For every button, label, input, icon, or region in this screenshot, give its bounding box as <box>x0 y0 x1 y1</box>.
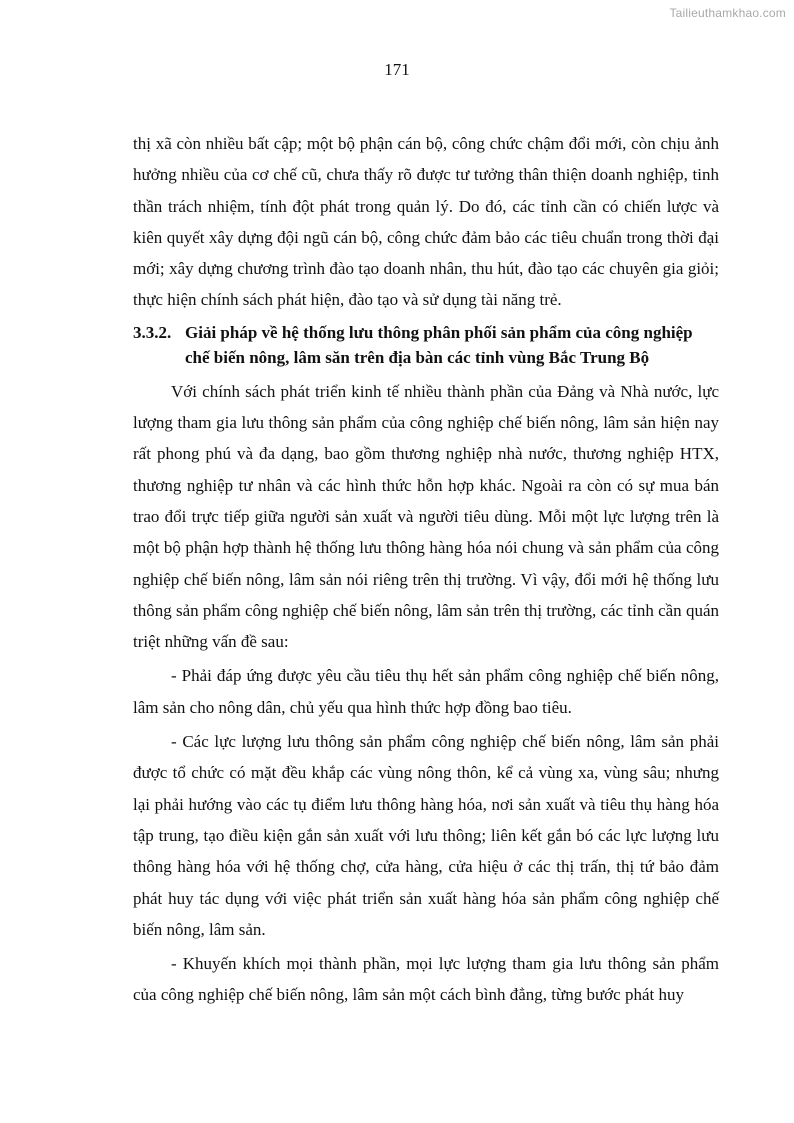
page-number: 171 <box>384 60 410 79</box>
list-item-paragraph: - Khuyến khích mọi thành phần, mọi lực lượng tham gia lưu thông sản phẩm của công nghiệp chế biến nông, lâm sản một cách bình đẳng, từng bước phát huy <box>133 954 719 1005</box>
section-title: Giải pháp về hệ thống lưu thông phân phối sản phẩm của công nghiệp chế biến nông, lâm săn trên địa bàn các tỉnh vùng Bắc Trung Bộ <box>185 322 693 367</box>
paragraph-intro: Với chính sách phát triển kinh tế nhiều thành phần của Đảng và Nhà nước, lực lượng tham gia lưu thông sản phẩm của công nghiệp chế biến nông, lâm sản hiện nay rất phong phú và đa dạng, bao gồm thương nghiệp nhà nước, thương nghiệp HTX, thương nghiệp tư nhân và các hình thức hỗn hợp khác. Ngoài ra còn có sự mua bán trao đổi trực tiếp giữa người sản xuất và người tiêu dùng. Mỗi một lực lượng trên là một bộ phận hợp thành hệ thống lưu thông hàng hóa nói chung và sản phẩm của công nghiệp chế biến nông, lâm sản nói riêng trên thị trường. Vì vậy, đổi mới hệ thống lưu thông sản phẩm công nghiệp chế biến nông, lâm sản trên thị trường, các tỉnh cần quán triệt những vấn đề sau: <box>133 381 719 652</box>
section-number: 3.3.2. <box>133 322 172 342</box>
list-item-paragraph: - Phải đáp ứng được yêu cầu tiêu thụ hết sản phẩm công nghiệp chế biến nông, lâm sản cho nông dân, chủ yếu qua hình thức hợp đồng bao tiêu. <box>133 666 719 717</box>
watermark-text: Tailieuthamkhao.com <box>669 6 786 20</box>
document-body <box>133 128 719 1011</box>
paragraph-continued: thị xã còn nhiều bất cập; một bộ phận cán bộ, công chức chậm đổi mới, còn chịu ảnh hưởng nhiều của cơ chế cũ, chưa thấy rõ được tư tưởng thân thiện doanh nghiệp, tinh thần trách nhiệm, tính đột phát trong quản lý. Do đó, các tỉnh cần có chiến lược và kiên quyết xây dựng đội ngũ cán bộ, công chức đảm bảo các tiêu chuẩn trong thời đại mới; xây dựng chương trình đào tạo doanh nhân, thu hút, đào tạo các chuyên gia giỏi; thực hiện chính sách phát hiện, đào tạo và sử dụng tài năng trẻ. <box>133 134 719 310</box>
section-heading <box>133 320 719 370</box>
list-item-paragraph: - Các lực lượng lưu thông sản phẩm công nghiệp chế biến nông, lâm sản phải được tổ chức có mặt đều khắp các vùng nông thôn, kể cả vùng xa, vùng sâu; nhưng lại phải hướng vào các tụ điểm lưu thông hàng hóa, nơi sản xuất và tiêu thụ hàng hóa tập trung, tạo điều kiện gắn sản xuất với lưu thông; liên kết gắn bó các lực lượng lưu thông hàng hóa với hệ thống chợ, cửa hàng, cửa hiệu ở các thị trấn, thị tứ bảo đảm phát huy tác dụng với việc phát triển sản xuất hàng hóa sản phẩm công nghiệp chế biến nông, lâm sản. <box>133 732 719 939</box>
